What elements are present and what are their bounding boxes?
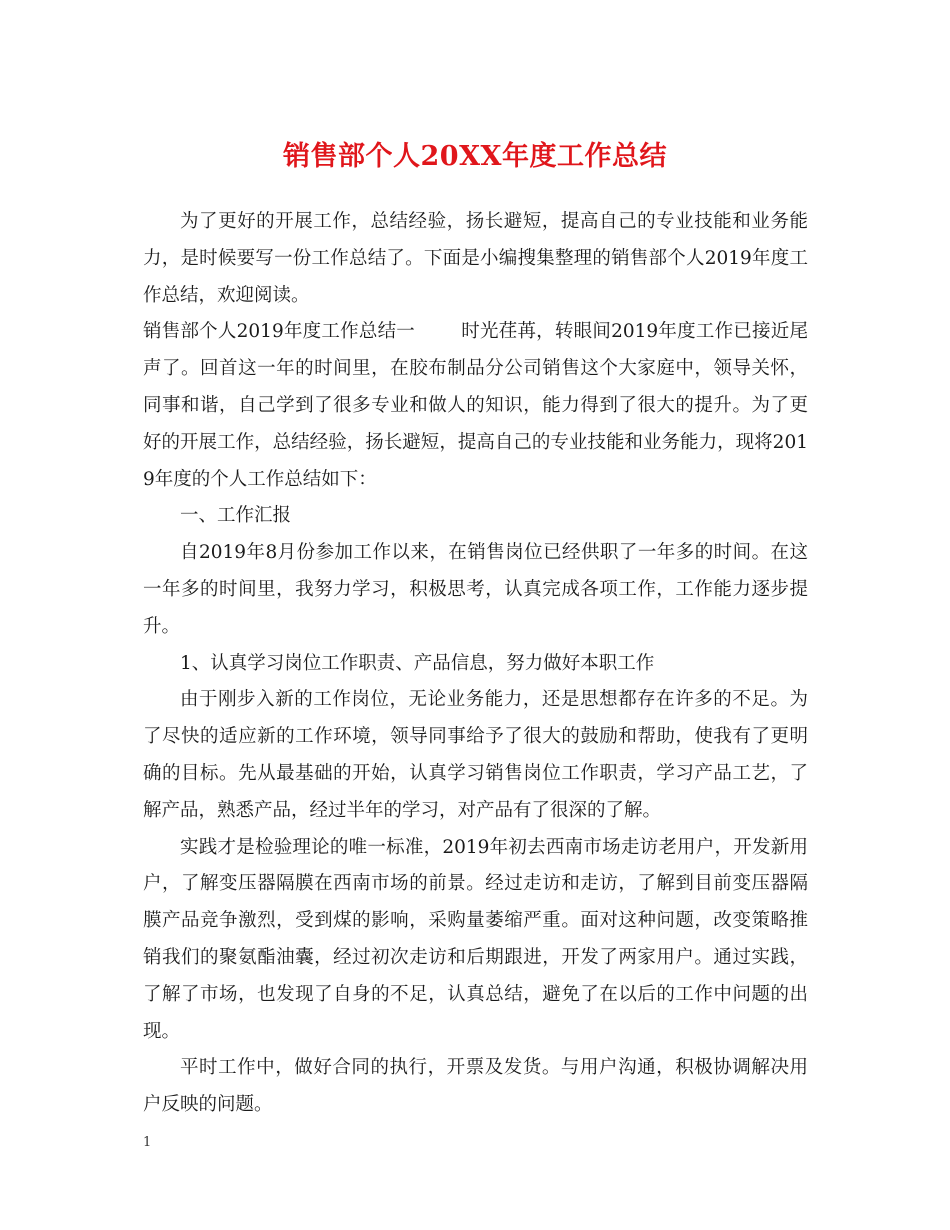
document-title: 销售部个人20XX年度工作总结 xyxy=(283,141,667,172)
daily-work-paragraph: 平时工作中，做好合同的执行，开票及发货。与用户沟通，积极协调解决用户反映的问题。 xyxy=(143,1057,808,1116)
new-job-paragraph: 由于刚步入新的工作岗位，无论业务能力，还是思想都存在许多的不足。为了尽快的适应新的工作环境，领导同事给予了很大的鼓励和帮助，使我有了更明确的目标。先从最基础的开始，认真学习销售岗位工作职责，学习产品工艺，了解产品，熟悉产品，经过半年的学习，对产品有了很深的了解。 xyxy=(143,689,808,821)
document-body xyxy=(143,204,808,1124)
start-work-paragraph: 自2019年8月份参加工作以来，在销售岗位已经供职了一年多的时间。在这一年多的时间里，我努力学习，积极思考，认真完成各项工作，工作能力逐步提升。 xyxy=(143,542,808,637)
section-one-heading: 销售部个人2019年度工作总结一 xyxy=(143,321,416,343)
practice-paragraph: 实践才是检验理论的唯一标准，2019年初去西南市场走访老用户，开发新用户，了解变压器隔膜在西南市场的前景。经过走访和走访，了解到目前变压器隔膜产品竞争激烈，受到煤的影响，采购量萎缩严重。面对这种问题，改变策略推销我们的聚氨酯油囊，经过初次走访和后期跟进，开发了两家用户。通过实践，了解了市场，也发现了自身的不足，认真总结，避免了在以后的工作中问题的出现。 xyxy=(143,836,808,1042)
page-number: 1 xyxy=(143,1135,152,1150)
section-one-paragraph xyxy=(143,314,808,498)
section-one-body: 时光荏苒，转眼间2019年度工作已接近尾声了。回首这一年的时间里，在胶布制品分公司销售这个大家庭中，领导关怀，同事和谐，自己学到了很多专业和做人的知识，能力得到了很大的提升。为了更好的开展工作，总结经验，扬长避短，提高自己的专业技能和业务能力，现将2019年度的个人工作总结如下： xyxy=(143,321,808,490)
work-report-heading: 一、工作汇报 xyxy=(180,505,292,527)
item-one-heading: 1、认真学习岗位工作职责、产品信息，努力做好本职工作 xyxy=(180,652,655,674)
intro-paragraph: 为了更好的开展工作，总结经验，扬长避短，提高自己的专业技能和业务能力，是时候要写一份工作总结了。下面是小编搜集整理的销售部个人2019年度工作总结，欢迎阅读。 xyxy=(143,211,808,306)
